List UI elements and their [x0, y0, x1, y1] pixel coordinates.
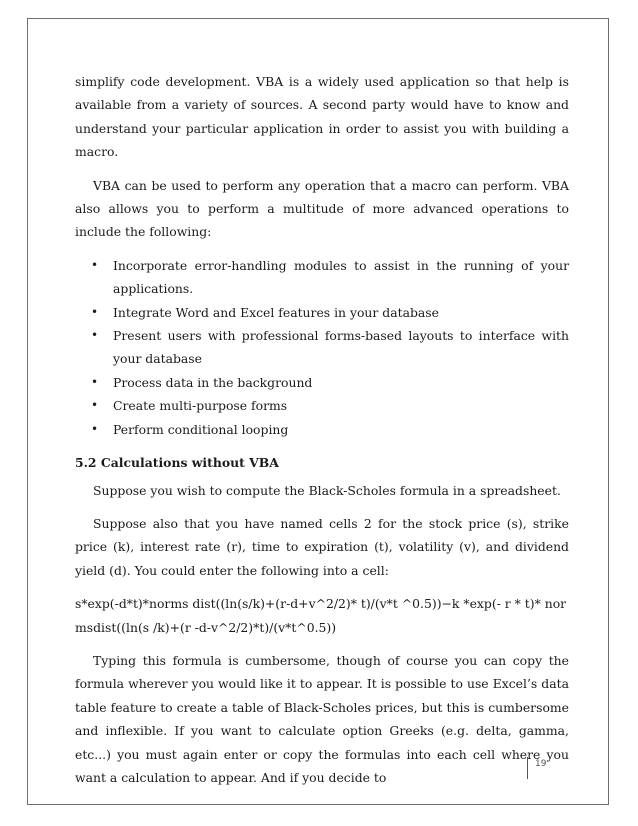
- page-number: 19: [527, 757, 546, 779]
- list-item-text: Perform conditional looping: [113, 421, 289, 437]
- list-item: [75, 301, 569, 324]
- section-heading: 5.2 Calculations without VBA: [75, 455, 279, 471]
- list-item: [75, 254, 569, 301]
- document-body: [75, 70, 569, 799]
- list-item-text: Incorporate error-handling modules to assist in the running of your applications.: [113, 257, 569, 297]
- paragraph-1: simplify code development. VBA is a widely used application so that help is available from a variety of sources. A second party would have to know and understand your particular application in order to assist you with building a macro.: [75, 74, 569, 160]
- bullet-icon: •: [91, 398, 99, 413]
- paragraph-3: Suppose you wish to compute the Black-Scholes formula in a spreadsheet.: [93, 482, 561, 498]
- list-item: [75, 418, 569, 441]
- list-item-text: Create multi-purpose forms: [113, 398, 288, 414]
- bullet-icon: •: [91, 304, 99, 319]
- bullet-icon: •: [91, 421, 99, 436]
- list-item-text: Integrate Word and Excel features in your database: [113, 304, 439, 320]
- bullet-icon: •: [91, 257, 99, 272]
- paragraph-5: Typing this formula is cumbersome, though of course you can copy the formula wherever you would like it to appear. It is possible to use Excel’s data table feature to create a table of Black-Scholes prices, but this is cumbersome and inflexible. If you want to calculate option Greeks (e.g. delta, gamma, etc...) you must again enter or copy the formulas into each cell where you want a calculation to appear. And if you decide to: [75, 652, 569, 785]
- list-item: [75, 394, 569, 417]
- bullet-icon: •: [91, 374, 99, 389]
- formula: s*exp(-d*t)*norms dist((ln(s/k)+(r-d+v^2/2)* t)/(v*t ^0.5))−k *exp(- r * t)* normsdist((ln(s /k)+(r -d-v^2/2)*t)/(v*t^0.5)): [75, 596, 567, 635]
- list-item-text: Present users with professional forms-based layouts to interface with your database: [113, 328, 569, 367]
- list-item: [75, 324, 569, 371]
- bullet-icon: •: [91, 328, 99, 343]
- list-item-text: Process data in the background: [113, 374, 313, 390]
- bullet-list: [75, 254, 569, 441]
- paragraph-4: Suppose also that you have named cells 2 for the stock price (s), strike price (k), interest rate (r), time to expiration (t), volatility (v), and dividend yield (d). You could enter the following into a cell:: [75, 515, 569, 578]
- paragraph-2: VBA can be used to perform any operation that a macro can perform. VBA also allows you to perform a multitude of more advanced operations to include the following:: [75, 177, 569, 240]
- list-item: [75, 371, 569, 394]
